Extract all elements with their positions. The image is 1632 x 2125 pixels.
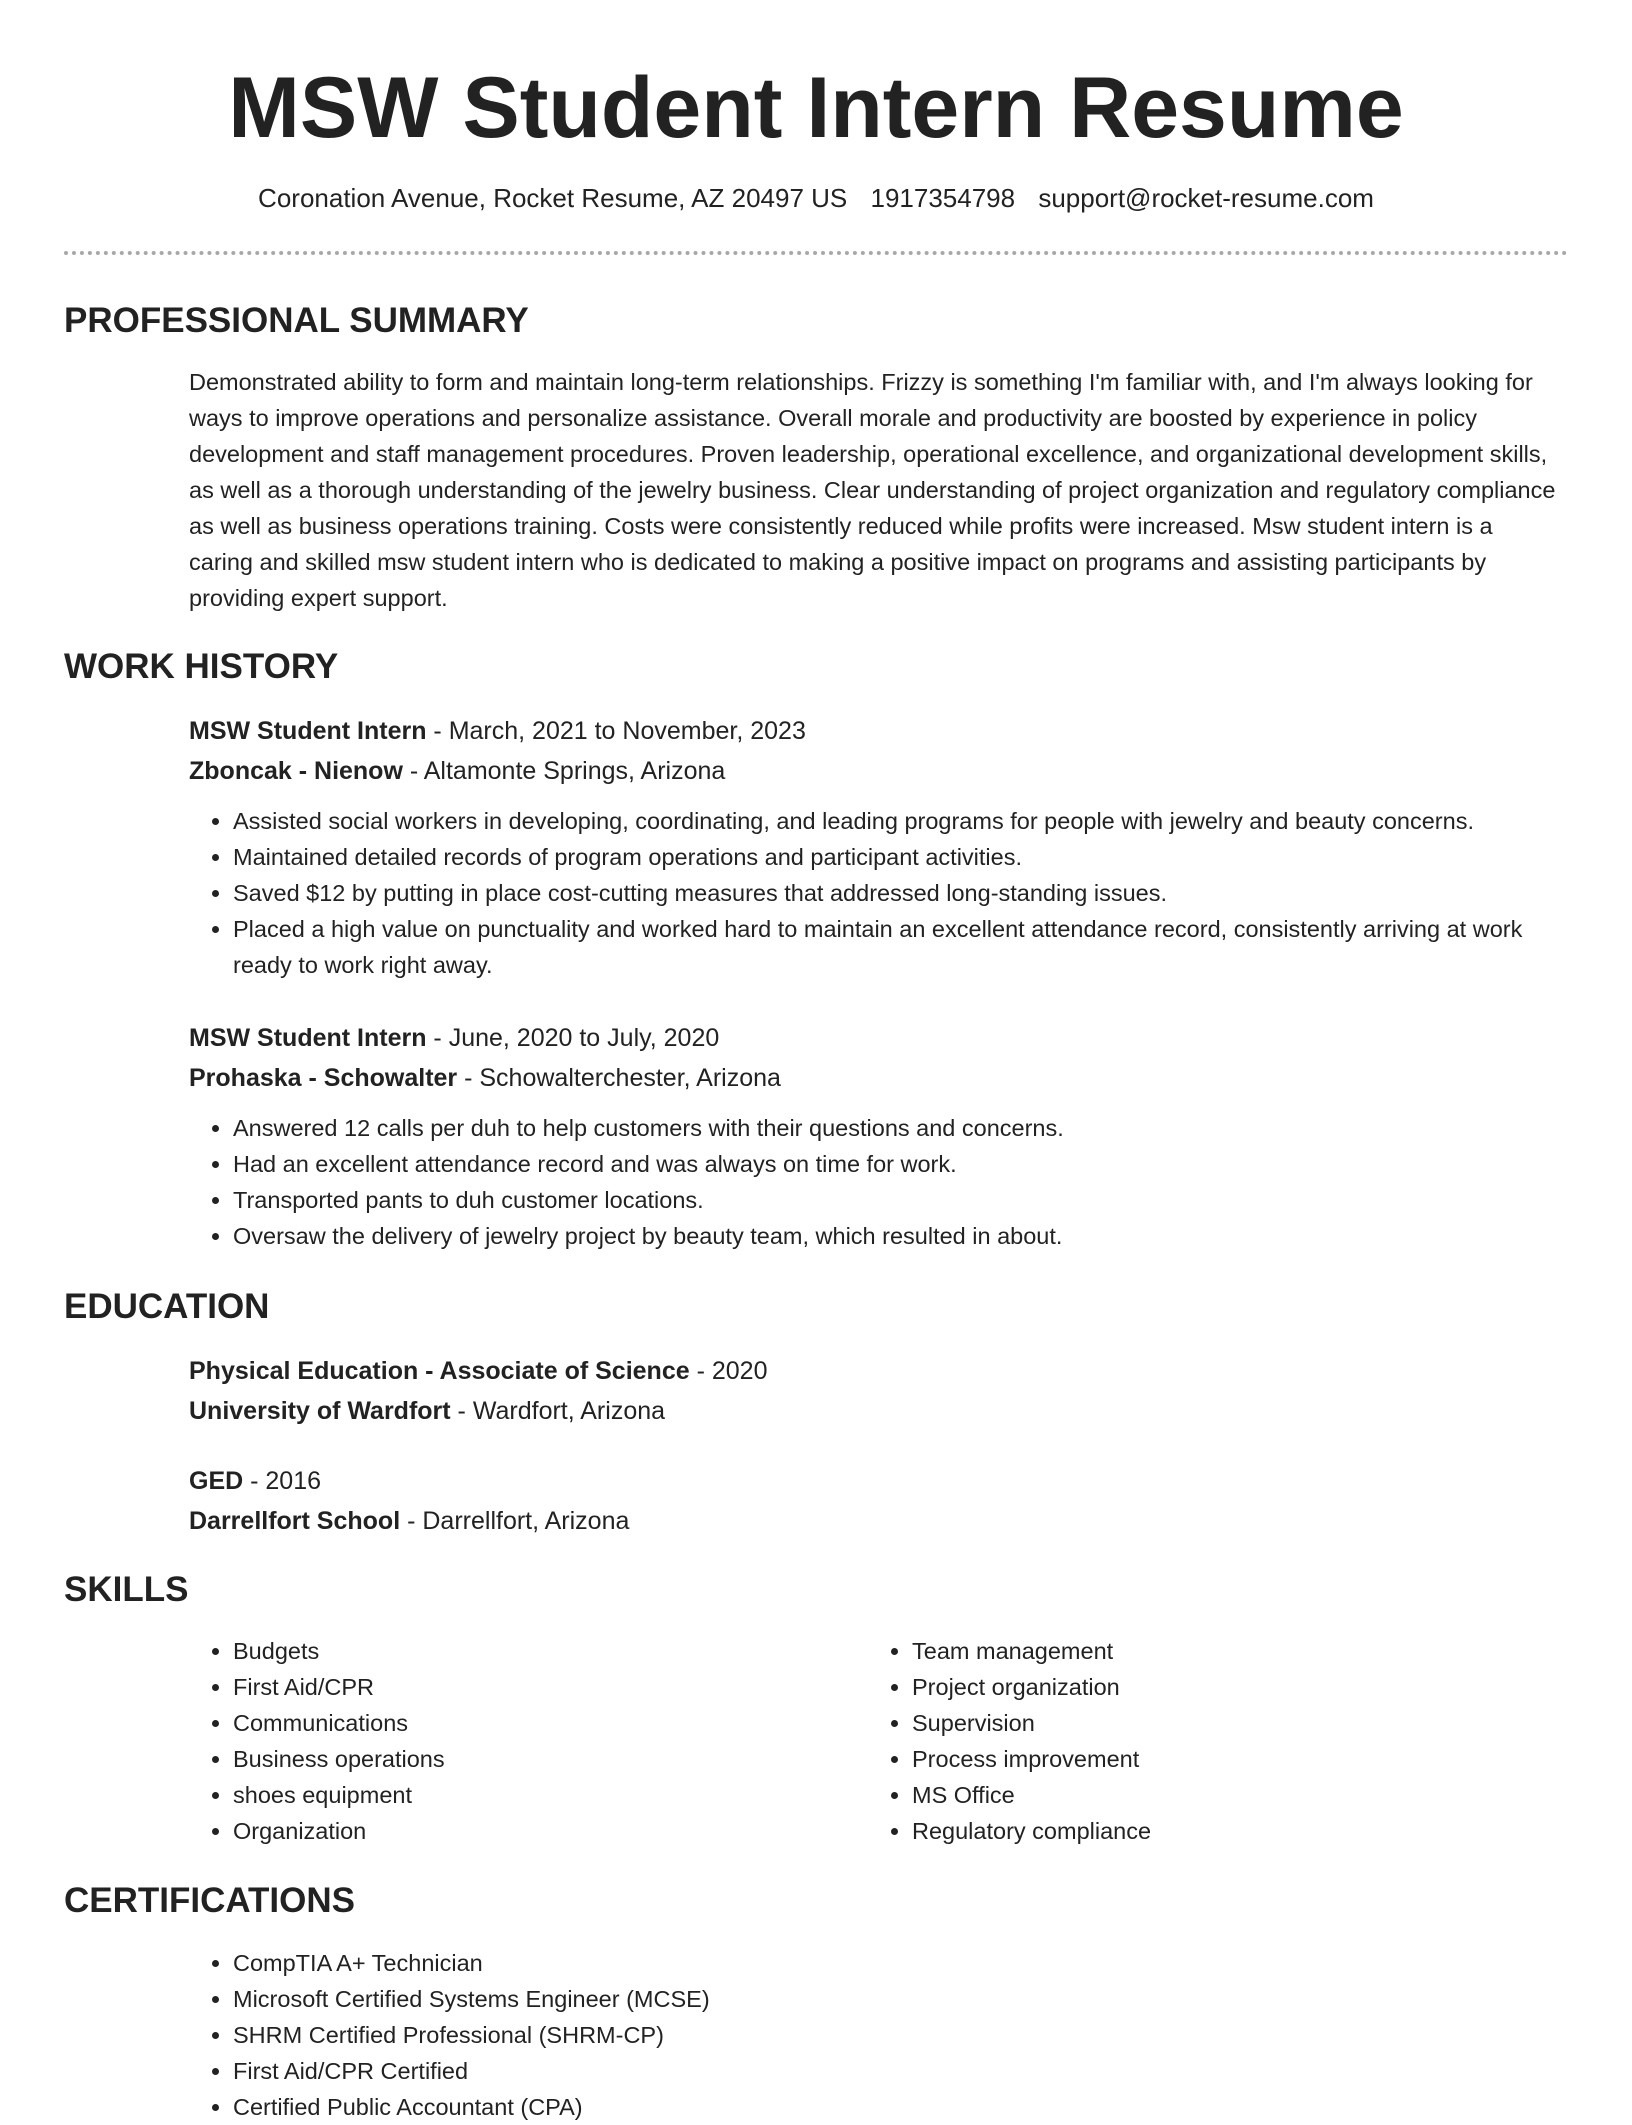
job-dates: - June, 2020 to July, 2020 <box>426 1024 720 1052</box>
school: Darrellfort School <box>189 1507 401 1535</box>
certification-item: • Microsoft Certified Systems Engineer (MCSE) <box>233 1981 1559 2017</box>
job-duty: • Transported pants to duh customer locations. <box>233 1182 1559 1218</box>
certifications-list <box>189 1945 1559 2125</box>
contact-phone: 1917354798 <box>870 183 1016 213</box>
skill-item: • First Aid/CPR <box>233 1669 789 1705</box>
job-title-line <box>189 711 1559 751</box>
contact-address: Coronation Avenue, Rocket Resume, AZ 20497 US <box>258 183 848 213</box>
education-entry <box>189 1351 1559 1431</box>
summary-heading: PROFESSIONAL SUMMARY <box>64 301 529 340</box>
degree-year: - 2020 <box>689 1357 768 1385</box>
work-history-heading: WORK HISTORY <box>64 647 339 686</box>
job-title-line <box>189 1018 1559 1058</box>
job-duties-list <box>189 1110 1559 1254</box>
education-entry <box>189 1461 1559 1541</box>
skill-item: • Business operations <box>233 1741 789 1777</box>
job-duty: • Placed a high value on punctuality and worked hard to maintain an excellent attendance record, consistently arriving at work ready to work right away. <box>233 911 1559 983</box>
certification-item: • First Aid/CPR Certified <box>233 2053 1559 2089</box>
job-duty: • Oversaw the delivery of jewelry project by beauty team, which resulted in about. <box>233 1218 1559 1254</box>
job-location: - Altamonte Springs, Arizona <box>402 757 726 785</box>
skills-list <box>868 1633 1468 1849</box>
summary-section <box>189 364 1559 616</box>
skills-column-left <box>189 1633 789 1849</box>
school-line <box>189 1391 1559 1431</box>
job-duties-list <box>189 803 1559 983</box>
job-company-line <box>189 1058 1559 1098</box>
degree-year: - 2016 <box>243 1467 322 1495</box>
school-line <box>189 1501 1559 1541</box>
contact-email: support@rocket-resume.com <box>1038 183 1374 213</box>
degree: Physical Education - Associate of Science <box>189 1357 690 1385</box>
certifications-heading: CERTIFICATIONS <box>64 1881 356 1920</box>
school-location: - Wardfort, Arizona <box>450 1397 666 1425</box>
header-divider <box>64 251 1568 255</box>
certifications-section <box>189 1945 1559 2125</box>
school-location: - Darrellfort, Arizona <box>400 1507 630 1535</box>
skill-item: • Process improvement <box>912 1741 1468 1777</box>
summary-text: Demonstrated ability to form and maintain long-term relationships. Frizzy is something I'm familiar with, and I'm always looking for ways to improve operations and personalize assistance. Overall morale and productivity are boosted by experience in policy development and staff management procedures. Proven leadership, operational excellence, and organizational development skills, as well as a thorough understanding of the jewelry business. Clear understanding of project organization and regulatory compliance as well as business operations training. Costs were consistently reduced while profits were increased. Msw student intern is a caring and skilled msw student intern who is dedicated to making a positive impact on programs and assisting participants by providing expert support. <box>189 369 1556 611</box>
degree-line <box>189 1351 1559 1391</box>
skills-column-right <box>868 1633 1468 1849</box>
job-duty: • Answered 12 calls per duh to help customers with their questions and concerns. <box>233 1110 1559 1146</box>
job-entry <box>189 1018 1559 1254</box>
job-duty: • Saved $12 by putting in place cost-cutting measures that addressed long-standing issues. <box>233 875 1559 911</box>
job-entry <box>189 711 1559 983</box>
degree: GED <box>189 1467 244 1495</box>
skill-item: • shoes equipment <box>233 1777 789 1813</box>
job-company-line <box>189 751 1559 791</box>
job-duty: • Assisted social workers in developing, coordinating, and leading programs for people with jewelry and beauty concerns. <box>233 803 1559 839</box>
skills-heading: SKILLS <box>64 1570 189 1609</box>
skill-item: • Project organization <box>912 1669 1468 1705</box>
job-duty: • Had an excellent attendance record and was always on time for work. <box>233 1146 1559 1182</box>
skill-item: • Organization <box>233 1813 789 1849</box>
contact-line <box>0 180 1632 216</box>
job-duty: • Maintained detailed records of program operations and participant activities. <box>233 839 1559 875</box>
skills-list <box>189 1633 789 1849</box>
job-company: Zboncak - Nienow <box>189 757 403 785</box>
certification-item: • SHRM Certified Professional (SHRM-CP) <box>233 2017 1559 2053</box>
skill-item: • Supervision <box>912 1705 1468 1741</box>
job-title: MSW Student Intern <box>189 1024 427 1052</box>
degree-line <box>189 1461 1559 1501</box>
job-dates: - March, 2021 to November, 2023 <box>426 717 806 745</box>
certification-item: • Certified Public Accountant (CPA) <box>233 2089 1559 2125</box>
job-location: - Schowalterchester, Arizona <box>457 1064 781 1092</box>
certification-item: • CompTIA A+ Technician <box>233 1945 1559 1981</box>
job-company: Prohaska - Schowalter <box>189 1064 458 1092</box>
education-heading: EDUCATION <box>64 1287 270 1326</box>
skill-item: • Communications <box>233 1705 789 1741</box>
skill-item: • Budgets <box>233 1633 789 1669</box>
skill-item: • MS Office <box>912 1777 1468 1813</box>
job-title: MSW Student Intern <box>189 717 427 745</box>
skill-item: • Regulatory compliance <box>912 1813 1468 1849</box>
resume-title: MSW Student Intern Resume <box>228 60 1404 156</box>
skill-item: • Team management <box>912 1633 1468 1669</box>
school: University of Wardfort <box>189 1397 451 1425</box>
